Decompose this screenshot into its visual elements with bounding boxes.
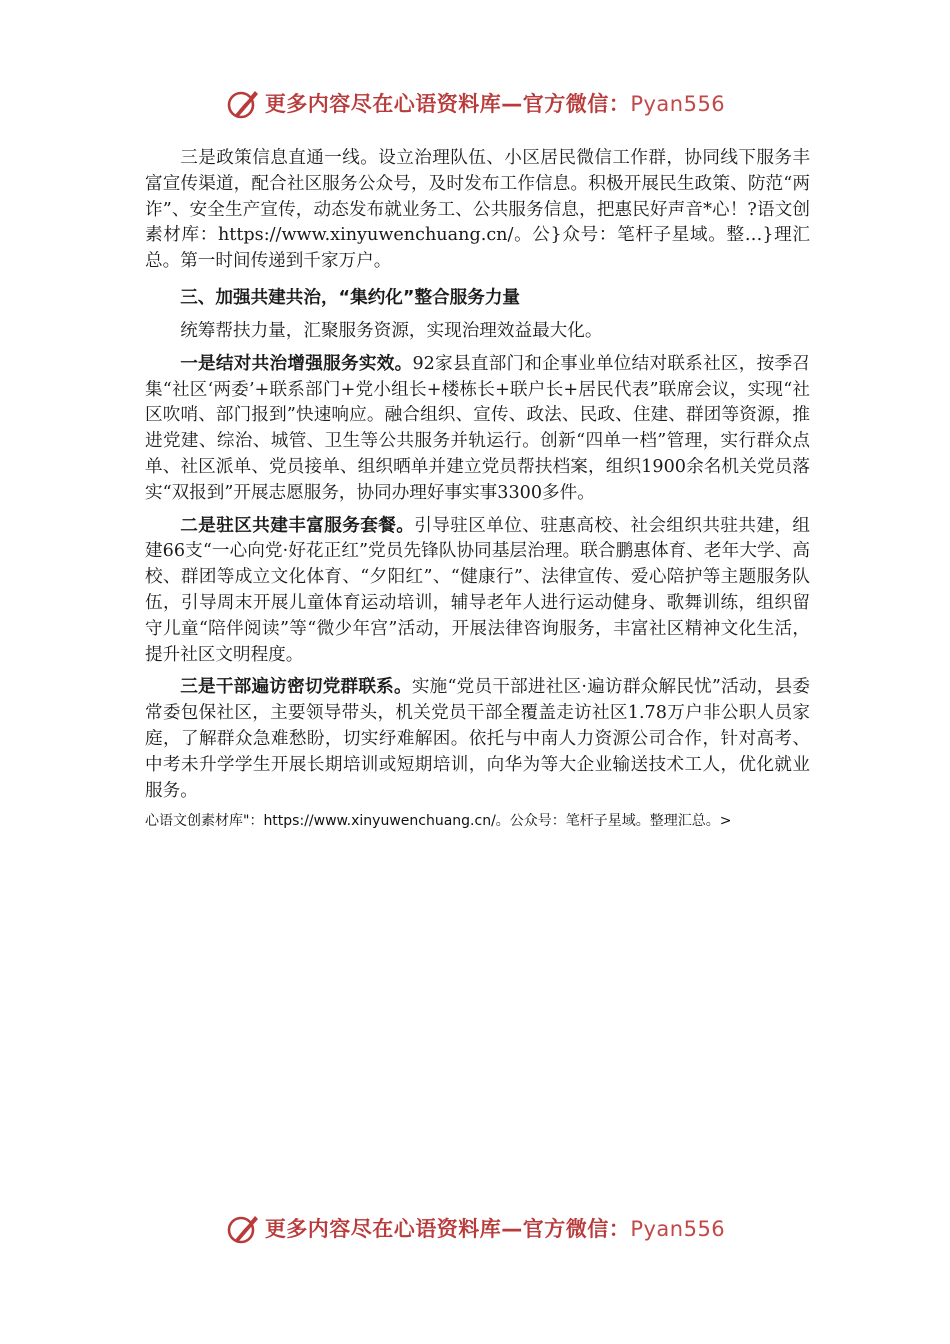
banner-text: 更多内容尽在心语资料库—官方微信：Pyan556 [264, 92, 726, 116]
paragraph-cadre-visits [145, 675, 810, 804]
header-banner [0, 83, 950, 123]
banner-text: 更多内容尽在心语资料库—官方微信：Pyan556 [264, 1217, 726, 1241]
paragraph-lead: 二是驻区共建丰富服务套餐。 [180, 515, 415, 536]
paragraph-policy-info: 三是政策信息直通一线。设立治理队伍、小区居民微信工作群，协同线下服务丰富宣传渠道，配合社区服务公众号，及时发布工作信息。积极开展民生政策、防范“两诈”、安全生产宣传，动态发布就业务工、公共服务信息，把惠民好声音*心！?语文创素材库：https://www.xinyuwenchuang.cn/。公}众号：笔杆子星域。整…}理汇总。第一时间传递到千家万户。 [145, 148, 810, 272]
paragraph-co-building [145, 514, 810, 669]
section-heading-3: 三、加强共建共治，“集约化”整合服务力量 [180, 287, 521, 308]
section-intro: 统筹帮扶力量，汇聚服务资源，实现治理效益最大化。 [180, 320, 603, 341]
banner-wechat-id: Pyan556 [630, 92, 726, 116]
paragraph-lead: 三是干部遍访密切党群联系。 [180, 677, 412, 698]
paragraph-lead: 一是结对共治增强服务实效。 [180, 353, 413, 374]
pen-feather-icon [225, 85, 261, 121]
paragraph-text: 实施“党员干部进社区·遍访群众解民忧”活动，县委常委包保社区，主要领导带头，机关党员干部全覆盖走访社区1.78万户非公职人员家庭，了解群众急难愁盼，切实纾难解困。依托与中南人力资源公司合作，针对高考、中考未升学学生开展长期培训或短期培训，向华为等大企业输送技术工人，优化就业服务。 [145, 677, 810, 801]
pen-feather-icon [225, 1210, 261, 1246]
footer-banner [0, 1208, 950, 1248]
paragraph-text: 92家县直部门和企事业单位结对联系社区，按季召集“社区‘两委’+联系部门+党小组长+楼栋长+联户长+居民代表”联席会议，实现“社区吹哨、部门报到”快速响应。融合组织、宣传、政法、民政、住建、群团等资源，推进党建、综治、城管、卫生等公共服务并轨运行。创新“四单一档”管理，实行群众点单、社区派单、党员接单、组织晒单并建立党员帮扶档案，组织1900余名机关党员落实“双报到”开展志愿服务，协同办理好事实事3300多件。 [145, 353, 810, 503]
paragraph-text: 引导驻区单位、驻惠高校、社会组织共驻共建，组建66支“一心向党·好花正红”党员先锋队协同基层治理。联合鹏惠体育、老年大学、高校、群团等成立文化体育、“夕阳红”、“健康行”、法律宣传、爱心陪护等主题服务队伍，引导周末开展儿童体育运动培训，辅导老年人进行运动健身、歌舞训练，组织留守儿童“陪伴阅读”等“微少年宫”活动，开展法律咨询服务，丰富社区精神文化生活，提升社区文明程度。 [145, 515, 810, 665]
banner-wechat-id: Pyan556 [630, 1217, 726, 1241]
source-footnote: 心语文创素材库"：https://www.xinyuwenchuang.cn/。公众号：笔杆子星域。整理汇总。> [145, 813, 732, 830]
paragraph-pairing [145, 352, 810, 507]
document-body [145, 146, 810, 831]
